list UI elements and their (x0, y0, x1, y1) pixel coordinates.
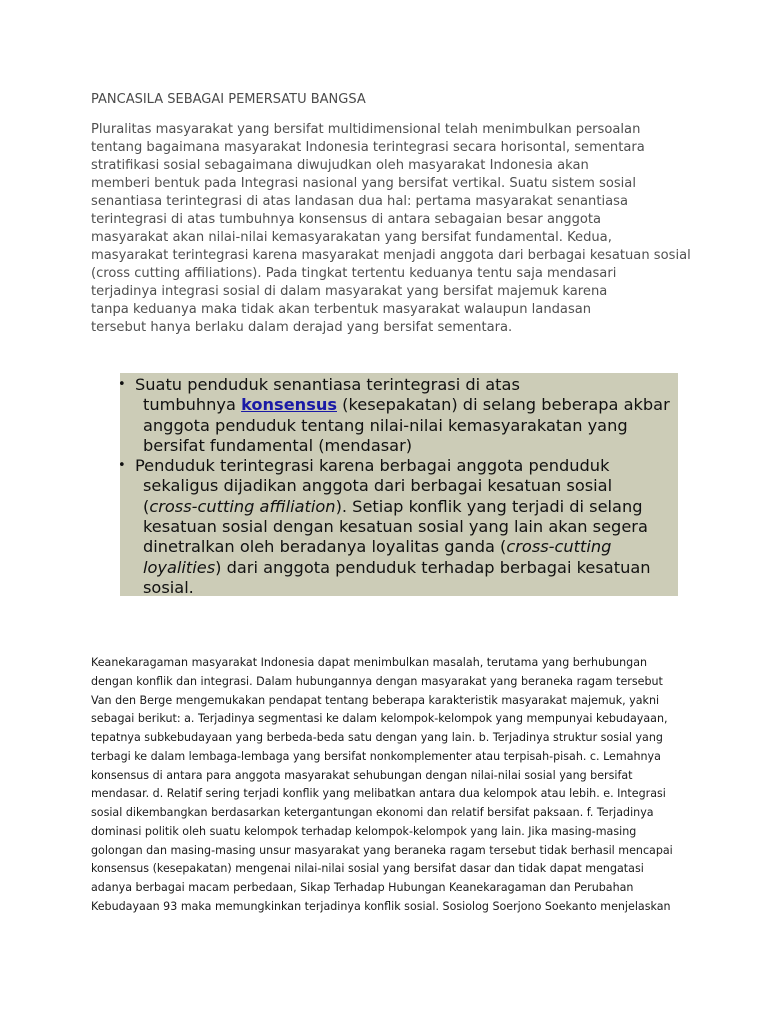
body-line: tepatnya subkebudayaan yang berbeda-beda satu dengan yang lain. b. Terjadinya struktur sosial yang (91, 731, 663, 744)
bullet-line: bersifat fundamental (mendasar) (143, 435, 413, 455)
bullet-italic-text: loyalities (143, 557, 216, 577)
intro-line: terjadinya integrasi sosial di dalam masyarakat yang bersifat majemuk karena (91, 284, 608, 299)
bullet-italic-text: cross-cutting (506, 537, 612, 557)
intro-paragraph (91, 121, 691, 337)
document-title: PANCASILA SEBAGAI PEMERSATU BANGSA (91, 92, 366, 107)
body-line: konsensus (kesepakatan) mengenai nilai-nilai sosial yang bersifat dasar dan tidak dapat mengatasi (91, 862, 644, 876)
intro-line: Pluralitas masyarakat yang bersifat multidimensional telah menimbulkan persoalan (91, 122, 641, 137)
konsensus-link[interactable]: konsensus (241, 395, 337, 415)
intro-line: (cross cutting affiliations). Pada tingkat tertentu keduanya tentu saja mendasari (91, 266, 617, 281)
bullet-line (135, 558, 678, 578)
intro-line: tersebut hanya berlaku dalam derajad yang bersifat sementara. (91, 320, 513, 335)
bullet-line (135, 395, 678, 415)
body-line: sosial dikembangkan berdasarkan ketergantungan ekonomi dan relatif bersifat paksaan. f. Terjadinya (91, 806, 654, 819)
bullet-line: sekaligus dijadikan anggota dari berbagai kesatuan sosial (143, 476, 613, 496)
bullet-line: sosial. (143, 577, 194, 597)
bullet-line (135, 537, 678, 557)
bullet-italic-text: cross-cutting affiliation (149, 496, 336, 516)
body-line: dengan konflik dan integrasi. Dalam hubungannya dengan masyarakat yang beraneka ragam tersebut (91, 674, 663, 688)
body-line: mendasar. d. Relatif sering terjadi konflik yang melibatkan antara dua kelompok atau lebih. e. Integrasi (91, 787, 666, 801)
bullet-text: ). Setiap konflik yang terjadi di selang (335, 496, 643, 516)
bullet-text: ( (143, 496, 150, 516)
intro-line: senantiasa terintegrasi di atas landasan dua hal: pertama masyarakat senantiasa (91, 194, 628, 209)
body-line: adanya berbagai macam perbedaan, Sikap Terhadap Hubungan Keanekaragaman dan Perubahan (91, 881, 634, 894)
bullet-text: tumbuhnya (143, 395, 242, 415)
body-line: sebagai berikut: a. Terjadinya segmentasi ke dalam kelompok-kelompok yang mempunyai kebudayaan, (91, 712, 668, 726)
body-line: golongan dan masing-masing unsur masyarakat yang beraneka ragam tersebut tidak berhasil mencapai (91, 843, 673, 857)
body-line: Kebudayaan 93 maka memungkinkan terjadinya konflik sosial. Sosiolog Soerjono Soekanto menjelaskan (91, 899, 671, 913)
body-paragraph (91, 654, 681, 917)
body-line: konsensus di antara para anggota masyarakat sehubungan dengan nilai-nilai sosial yang bersifat (91, 768, 633, 782)
intro-line: memberi bentuk pada Integrasi nasional yang bersifat vertikal. Suatu sistem sosial (91, 176, 636, 191)
intro-line: stratifikasi sosial sebagaimana diwujudkan oleh masyarakat Indonesia akan (91, 158, 589, 173)
highlight-box (120, 373, 678, 596)
bullet-dot-icon: • (118, 458, 126, 474)
bullet-line: anggota penduduk tentang nilai-nilai kemasyarakatan yang (143, 415, 628, 435)
body-line: Van den Berge mengemukakan pendapat tentang beberapa karakteristik masyarakat majemuk, yakni (91, 693, 660, 707)
body-line: terbagi ke dalam lembaga-lembaga yang bersifat nonkomplementer atau terpisah-pisah. c. Lemahnya (91, 749, 661, 763)
intro-line: masyarakat terintegrasi karena masyarakat menjadi anggota dari berbagai kesatuan sosial (91, 248, 691, 263)
intro-line: tanpa keduanya maka tidak akan terbentuk masyarakat walaupun landasan (91, 302, 592, 317)
body-line: Keanekaragaman masyarakat Indonesia dapat menimbulkan masalah, terutama yang berhubungan (91, 656, 648, 669)
intro-line: masyarakat akan nilai-nilai kemasyarakatan yang bersifat fundamental. Kedua, (91, 230, 612, 245)
intro-line: tentang bagaimana masyarakat Indonesia terintegrasi secara horisontal, sementara (91, 140, 645, 155)
bullet-item-affiliation (120, 456, 678, 598)
bullet-text: dinetralkan oleh beradanya loyalitas ganda ( (143, 537, 507, 557)
body-line: dominasi politik oleh suatu kelompok terhadap kelompok-kelompok yang lain. Jika masing-masing (91, 824, 637, 838)
bullet-text: ) dari anggota penduduk terhadap berbagai kesatuan (215, 557, 651, 577)
bullet-dot-icon: • (118, 377, 126, 392)
bullet-line (135, 497, 678, 517)
intro-line: terintegrasi di atas tumbuhnya konsensus di antara sebagaian besar anggota (91, 212, 602, 227)
bullet-item-consensus (120, 375, 678, 456)
bullet-line: Suatu penduduk senantiasa terintegrasi di atas (135, 375, 520, 394)
bullet-text: (kesepakatan) di selang beberapa akbar (337, 395, 670, 415)
bullet-line: Penduduk terintegrasi karena berbagai anggota penduduk (135, 456, 610, 476)
bullet-list (120, 375, 678, 598)
bullet-line: kesatuan sosial dengan kesatuan sosial yang lain akan segera (143, 517, 648, 537)
